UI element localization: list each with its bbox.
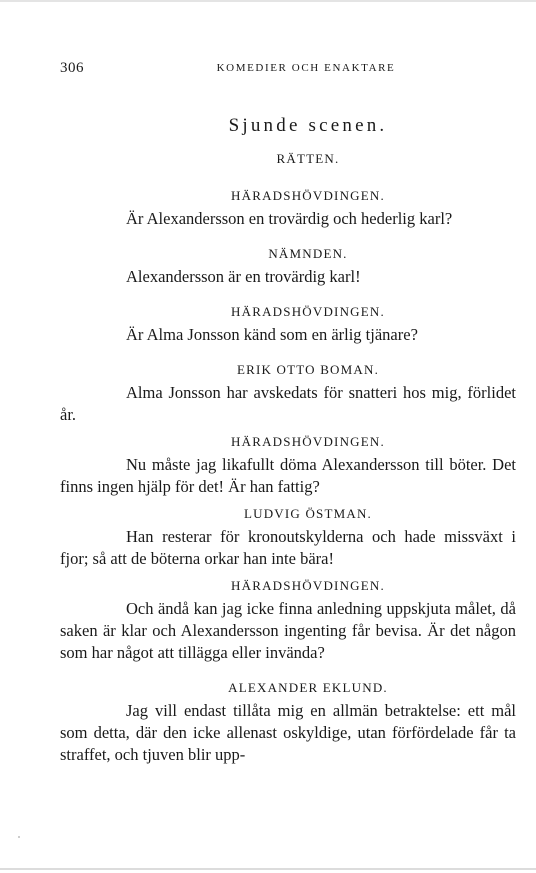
- speech-text: Är Alexandersson en trovärdig och hederlig karl?: [126, 209, 453, 228]
- speaker-name: HÄRADSHÖVDINGEN.: [231, 304, 385, 319]
- speaker-name: ALEXANDER EKLUND.: [228, 680, 388, 695]
- page-number: 306: [60, 60, 84, 76]
- speaker-name: HÄRADSHÖVDINGEN.: [231, 578, 385, 593]
- page-content: [60, 114, 516, 766]
- speaker-name: HÄRADSHÖVDINGEN.: [231, 434, 385, 449]
- speaker-name: LUDVIG ÖSTMAN.: [243, 506, 373, 521]
- speech-text: Är Alma Jonsson känd som en ärlig tjänare?: [126, 325, 418, 344]
- scan-top-edge: [0, 0, 536, 2]
- speaker-name: HÄRADSHÖVDINGEN.: [231, 188, 385, 203]
- speech-text: Jag vill endast tillåta mig en allmän betraktelse: ett mål som detta, där den icke allenast oskyldige, utan förfördelade får ta straffet, och tjuven blir upp-: [60, 701, 516, 764]
- scan-bottom-edge: [0, 868, 536, 870]
- speech-text: Alma Jonsson har avskedats för snatteri hos mig, förlidet år.: [60, 383, 516, 424]
- speech-text: Alexandersson är en trovärdig karl!: [126, 267, 361, 286]
- speaker-name: ERIK OTTO BOMAN.: [236, 362, 380, 377]
- scene-title: Sjunde scenen.: [228, 115, 388, 136]
- running-title: KOMEDIER OCH ENAKTARE: [216, 62, 396, 74]
- speaker-name: NÄMNDEN.: [268, 246, 348, 261]
- speech-text: Han resterar för kronoutskylderna och hade missväxt i fjor; så att de böterna orkar han inte bära!: [60, 527, 516, 568]
- speech-text: Och ändå kan jag icke finna anledning uppskjuta målet, då saken är klar och Alexandersson ingenting får bevisa. Är det någon som har något att tillägga eller invända?: [60, 599, 516, 662]
- scan-speck: [18, 836, 20, 838]
- speech-text: Nu måste jag likafullt döma Alexandersson till böter. Det finns ingen hjälp för det! Är han fattig?: [60, 455, 516, 496]
- running-head: [60, 60, 516, 80]
- stage-direction: RÄTTEN.: [276, 151, 340, 166]
